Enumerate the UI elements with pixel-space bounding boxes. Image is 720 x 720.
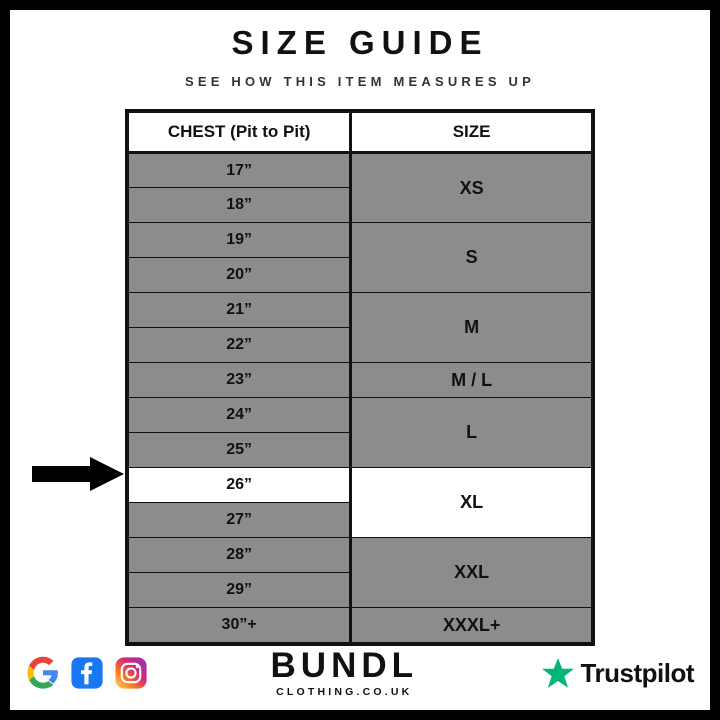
table-row [129, 468, 592, 503]
chest-measurement-cell: 17” [129, 153, 351, 188]
size-table-body [129, 153, 592, 643]
column-header-chest: CHEST (Pit to Pit) [129, 113, 351, 153]
chest-measurement-cell: 18” [129, 188, 351, 223]
arrow-indicator [32, 457, 124, 491]
brand-website: CLOTHING.CO.UK [276, 686, 413, 698]
table-row [129, 398, 592, 433]
instagram-icon[interactable] [114, 656, 148, 690]
social-links [26, 656, 148, 690]
google-icon[interactable] [26, 656, 60, 690]
size-label-cell: XL [351, 468, 592, 538]
chest-measurement-cell: 28” [129, 538, 351, 573]
size-label-cell: L [351, 398, 592, 468]
brand-logo [271, 648, 418, 698]
chest-measurement-cell: 23” [129, 363, 351, 398]
chest-measurement-cell: 25” [129, 433, 351, 468]
column-header-size: SIZE [351, 113, 592, 153]
trustpilot-badge[interactable] [541, 656, 694, 690]
size-table-container [125, 109, 595, 646]
footer [10, 648, 710, 698]
facebook-icon[interactable] [70, 656, 104, 690]
brand-name: BUNDL [270, 646, 419, 685]
chest-measurement-cell: 19” [129, 223, 351, 258]
size-label-cell: XXL [351, 538, 592, 608]
chest-measurement-cell: 30”+ [129, 608, 351, 643]
size-label-cell: XS [351, 153, 592, 223]
size-label-cell: M [351, 293, 592, 363]
trustpilot-star-icon [541, 656, 575, 690]
chest-measurement-cell: 24” [129, 398, 351, 433]
size-table [128, 112, 592, 643]
chest-measurement-cell: 20” [129, 258, 351, 293]
table-row [129, 608, 592, 643]
table-row [129, 363, 592, 398]
size-table-head [129, 113, 592, 153]
chest-measurement-cell: 22” [129, 328, 351, 363]
trustpilot-label: Trustpilot [580, 657, 694, 688]
page-subtitle: SEE HOW THIS ITEM MEASURES UP [184, 74, 536, 89]
table-row [129, 223, 592, 258]
table-row [129, 153, 592, 188]
size-guide-card [10, 10, 710, 710]
chest-measurement-cell: 27” [129, 503, 351, 538]
page-title: SIZE GUIDE [231, 24, 489, 61]
size-label-cell: M / L [351, 363, 592, 398]
size-label-cell: XXXL+ [351, 608, 592, 643]
chest-measurement-cell: 29” [129, 573, 351, 608]
table-row [129, 293, 592, 328]
size-label-cell: S [351, 223, 592, 293]
chest-measurement-cell: 26” [129, 468, 351, 503]
table-row [129, 538, 592, 573]
chest-measurement-cell: 21” [129, 293, 351, 328]
table-header-row [129, 113, 592, 153]
